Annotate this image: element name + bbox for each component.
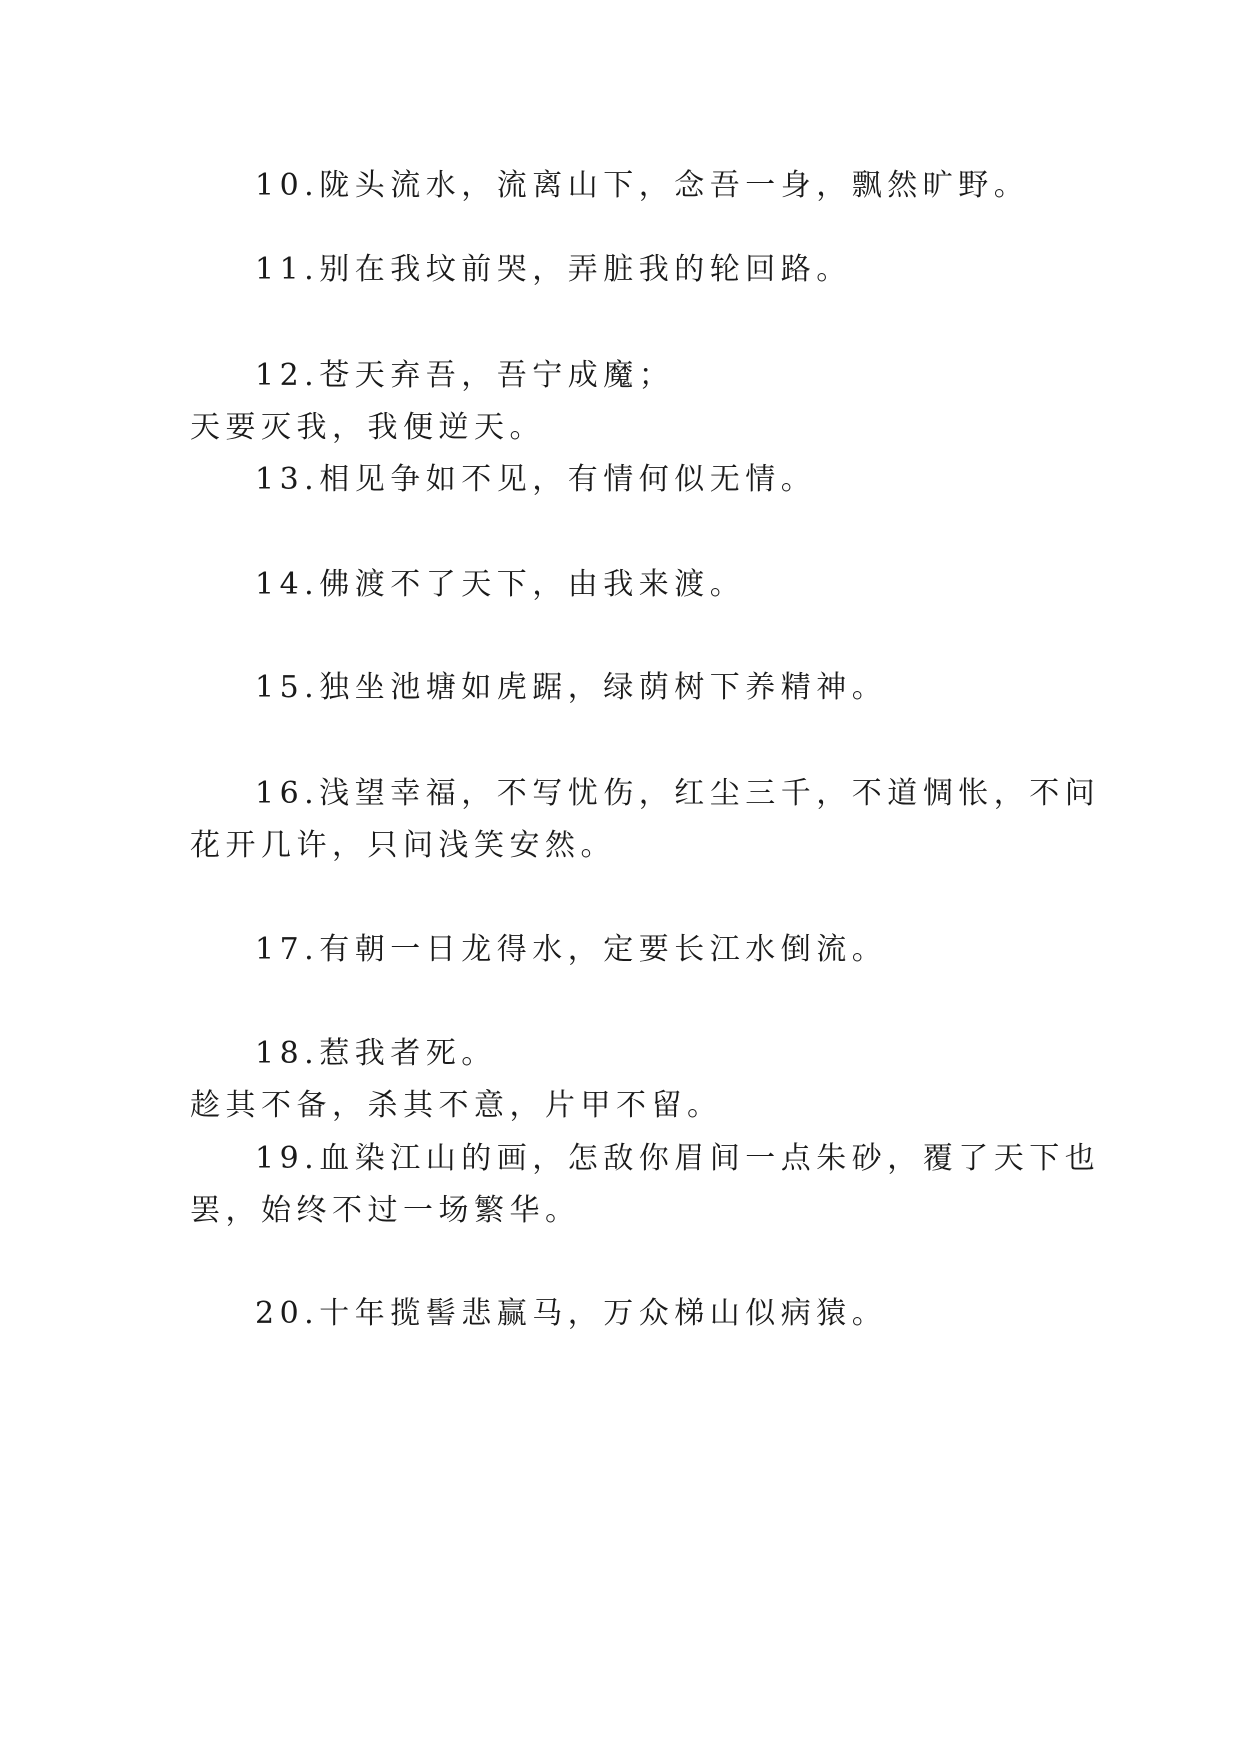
quote-line-19-continued: 罢，始终不过一场繁华。: [190, 1193, 581, 1228]
quote-line-12-continued: 天要灭我，我便逆天。: [190, 410, 545, 445]
quote-line-14: 14.佛渡不了天下，由我来渡。: [255, 567, 746, 602]
quote-line-18-continued: 趁其不备，杀其不意，片甲不留。: [190, 1088, 723, 1123]
quote-line-12: 12.苍天弃吾，吾宁成魔；: [255, 358, 675, 393]
quote-line-19: 19.血染江山的画，怎敌你眉间一点朱砂，覆了天下也: [255, 1141, 1101, 1176]
quote-line-16-continued: 花开几许，只问浅笑安然。: [190, 828, 616, 863]
quote-line-17: 17.有朝一日龙得水，定要长江水倒流。: [255, 932, 888, 967]
quote-line-11: 11.别在我坟前哭，弄脏我的轮回路。: [255, 252, 852, 287]
quote-line-13: 13.相见争如不见，有情何似无情。: [255, 462, 817, 497]
quote-line-20: 20.十年揽髻悲赢马，万众梯山似病猿。: [255, 1296, 888, 1331]
quote-line-10: 10.陇头流水，流离山下，念吾一身，飘然旷野。: [255, 168, 1030, 203]
quote-line-16: 16.浅望幸福，不写忧伤，红尘三千，不道惆怅，不问: [255, 776, 1101, 811]
quote-line-15: 15.独坐池塘如虎踞，绿荫树下养精神。: [255, 670, 888, 705]
quote-line-18: 18.惹我者死。: [255, 1036, 497, 1071]
